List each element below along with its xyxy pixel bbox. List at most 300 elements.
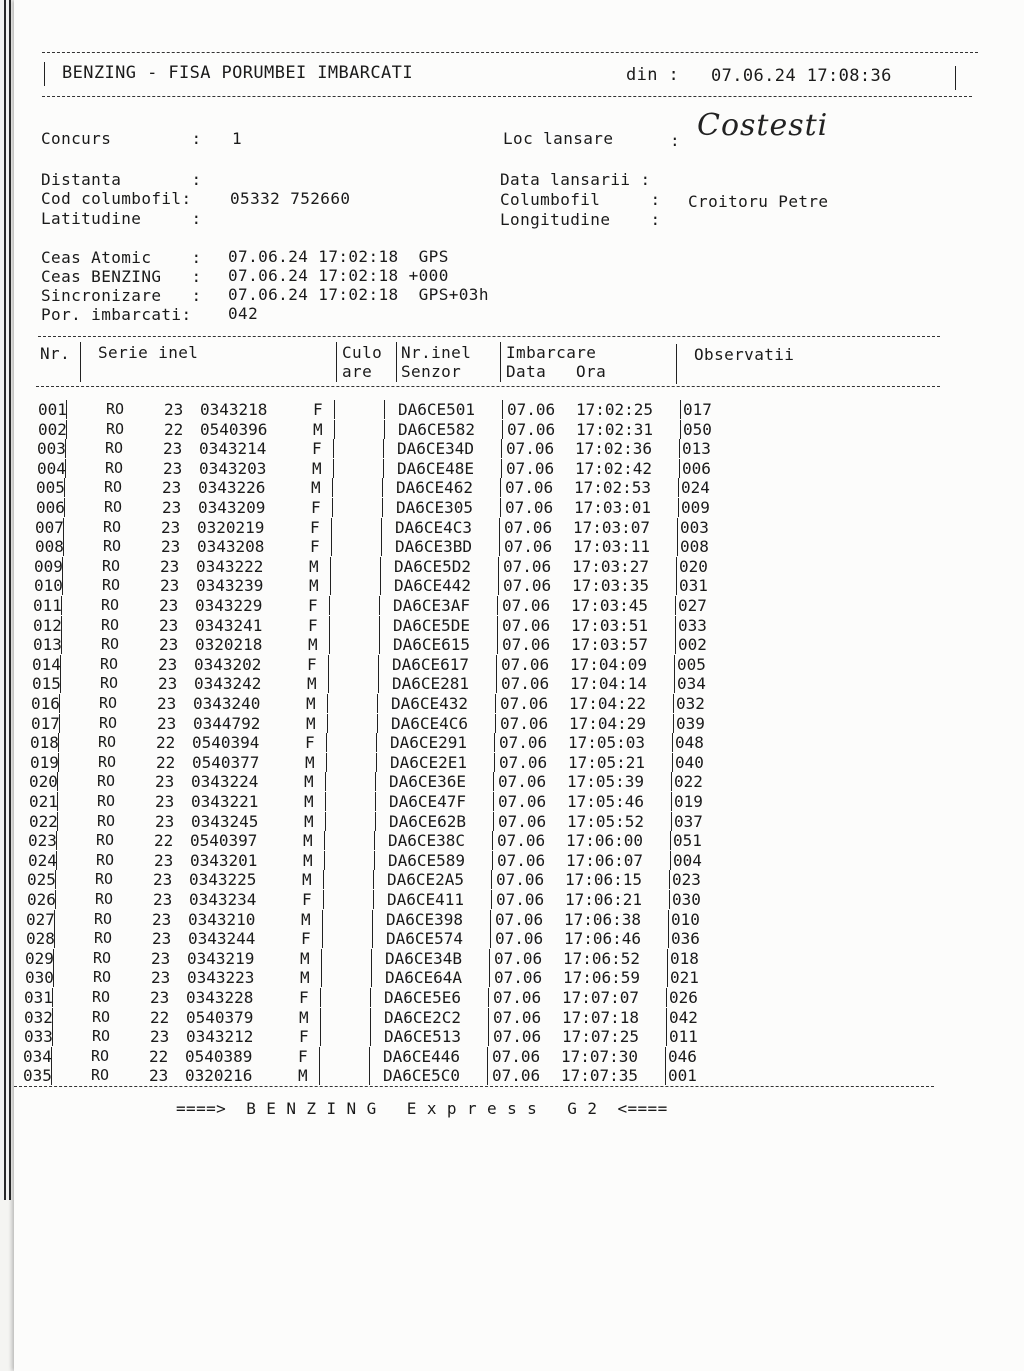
ring-year: 23	[160, 556, 180, 576]
table-row	[5, 792, 765, 811]
basketing-time: 17:02:36	[575, 439, 653, 459]
sex: F	[312, 439, 322, 459]
ring-number: 0540394	[192, 733, 260, 753]
col-divider	[330, 557, 331, 576]
col-divider	[328, 655, 329, 674]
country-code: RO	[101, 635, 120, 654]
ring-number: 0320218	[195, 635, 263, 655]
basketing-date: 07.06	[500, 694, 549, 713]
row-number: 019	[30, 752, 59, 772]
col-divider	[667, 968, 668, 987]
row-number: 033	[24, 1027, 53, 1047]
col-divider	[334, 400, 335, 419]
col-divider	[61, 616, 62, 635]
col-divider	[58, 753, 59, 772]
col-header-imbarcare: Imbarcare	[506, 343, 597, 362]
sex: M	[308, 635, 318, 655]
ring-number: 0343234	[189, 890, 257, 909]
sensor-ring-id: DA6CE4C6	[391, 713, 469, 733]
handwritten-release-location: Costesti	[697, 108, 829, 143]
basketing-date: 07.06	[507, 419, 556, 439]
observatii-value: 023	[672, 870, 701, 890]
country-code: RO	[100, 674, 119, 693]
table-row	[2, 910, 762, 929]
basketing-time: 17:07:35	[561, 1066, 639, 1086]
observatii-value: 013	[682, 439, 711, 459]
col-divider	[329, 616, 330, 635]
basketing-date: 07.06	[493, 1027, 542, 1047]
basketing-date: 07.06	[501, 654, 550, 674]
col-divider	[57, 792, 58, 811]
printed-datetime: 07.06.24 17:08:36	[711, 66, 892, 86]
col-divider	[61, 635, 62, 654]
col-divider	[326, 733, 327, 752]
col-divider	[491, 870, 492, 889]
country-code: RO	[99, 694, 118, 712]
ring-number: 0343212	[186, 1027, 254, 1047]
sex: F	[305, 733, 315, 753]
ring-year: 23	[150, 988, 170, 1007]
sensor-ring-id: DA6CE442	[394, 576, 472, 596]
col-divider	[332, 478, 333, 497]
sex: F	[307, 654, 317, 674]
ring-year: 23	[155, 772, 175, 792]
table-row	[14, 420, 774, 439]
sensor-ring-id: DA6CE281	[392, 674, 470, 694]
header-top-rule	[42, 52, 978, 53]
col-divider	[65, 439, 66, 458]
ring-number: 0344792	[193, 713, 261, 733]
header-bottom-rule	[42, 96, 972, 97]
observatii-value: 010	[671, 909, 700, 929]
col-header-nr-inel-2: Senzor	[401, 362, 462, 381]
col-divider	[373, 890, 374, 909]
observatii-value: 018	[670, 948, 699, 968]
sensor-ring-id: DA6CE5DE	[393, 615, 471, 635]
row-number: 001	[38, 400, 67, 419]
basketing-time: 17:02:53	[574, 478, 652, 498]
row-number: 007	[35, 517, 64, 537]
basketing-date: 07.06	[496, 870, 545, 890]
col-divider	[677, 537, 678, 556]
basketing-time: 17:06:38	[564, 909, 642, 929]
col-divider	[320, 1008, 321, 1027]
row-number: 025	[27, 870, 56, 890]
col-divider	[51, 1066, 52, 1085]
basketing-date: 07.06	[498, 792, 547, 811]
sex: F	[299, 988, 309, 1007]
col-divider	[383, 459, 384, 478]
row-number: 002	[38, 419, 67, 439]
col-divider	[54, 929, 55, 948]
ring-number: 0343240	[193, 694, 261, 713]
sex: F	[298, 1046, 308, 1066]
col-divider	[677, 518, 678, 537]
observatii-value: 032	[676, 694, 705, 713]
sensor-ring-id: DA6CE2C2	[384, 1007, 462, 1027]
col-divider	[493, 812, 494, 831]
basketing-time: 17:07:25	[562, 1027, 640, 1047]
table-row	[0, 1008, 760, 1027]
col-divider	[669, 870, 670, 889]
table-row	[3, 890, 763, 909]
col-divider	[376, 753, 377, 772]
col-divider	[321, 968, 322, 987]
observatii-value: 004	[673, 850, 702, 870]
country-code: RO	[99, 713, 118, 732]
col-divider	[384, 420, 385, 439]
col-divider	[62, 557, 63, 576]
ring-year: 22	[150, 1007, 170, 1027]
basketing-time: 17:05:46	[567, 792, 645, 811]
col-divider	[56, 831, 57, 850]
country-code: RO	[95, 890, 114, 908]
sex: M	[306, 694, 316, 713]
basketing-date: 07.06	[494, 968, 543, 988]
sensor-ring-id: DA6CE432	[391, 694, 469, 713]
ring-number: 0343202	[194, 654, 262, 674]
ring-year: 23	[155, 811, 175, 831]
col-divider	[325, 772, 326, 791]
table-row	[1, 968, 761, 987]
row-number: 012	[33, 615, 62, 635]
basketing-date: 07.06	[495, 929, 544, 949]
col-divider	[327, 694, 328, 713]
col-divider	[668, 910, 669, 929]
col-divider	[487, 1047, 488, 1066]
country-code: RO	[94, 929, 113, 948]
ring-year: 23	[160, 576, 180, 596]
col-divider	[379, 616, 380, 635]
col-divider	[492, 851, 493, 870]
country-code: RO	[100, 654, 119, 673]
ring-year: 23	[153, 890, 173, 909]
col-divider	[680, 400, 681, 419]
sex: M	[307, 674, 317, 694]
col-divider	[674, 674, 675, 693]
sensor-ring-id: DA6CE2E1	[390, 752, 468, 772]
col-divider	[500, 342, 501, 382]
country-code: RO	[102, 556, 121, 575]
col-divider	[373, 870, 374, 889]
country-code: RO	[98, 733, 117, 752]
col-divider	[326, 753, 327, 772]
sensor-ring-id: DA6CE3AF	[393, 596, 471, 615]
basketing-time: 17:05:03	[568, 733, 646, 753]
col-divider	[379, 635, 380, 654]
col-divider	[672, 733, 673, 752]
col-divider	[322, 910, 323, 929]
basketing-date: 07.06	[506, 439, 555, 459]
basketing-date: 07.06	[501, 674, 550, 694]
ring-number: 0343208	[197, 537, 265, 557]
col-divider	[65, 459, 66, 478]
sensor-ring-id: DA6CE3BD	[395, 537, 473, 557]
ring-number: 0343229	[195, 596, 263, 615]
row-number: 035	[23, 1066, 52, 1086]
distanta-label: Distanta :	[41, 170, 202, 189]
col-divider	[490, 910, 491, 929]
basketing-time: 17:04:22	[569, 694, 647, 713]
sex: M	[299, 1007, 309, 1027]
ring-number: 0343224	[191, 772, 259, 792]
observatii-value: 040	[675, 752, 704, 772]
sex: M	[305, 752, 315, 772]
columbofil-value: Croitoru Petre	[688, 192, 829, 211]
row-number: 008	[35, 537, 64, 557]
table-row	[12, 478, 772, 497]
col-divider	[497, 635, 498, 654]
col-divider	[60, 674, 61, 693]
country-code: RO	[105, 458, 124, 477]
basketing-time: 17:03:51	[571, 615, 649, 635]
country-code: RO	[97, 811, 116, 830]
ring-year: 23	[159, 596, 179, 615]
sex: M	[300, 948, 310, 968]
col-divider	[679, 439, 680, 458]
col-divider	[671, 812, 672, 831]
col-divider	[500, 498, 501, 517]
sensor-ring-id: DA6CE582	[398, 419, 476, 439]
col-divider	[375, 812, 376, 831]
col-divider	[319, 1066, 320, 1085]
col-divider	[324, 831, 325, 850]
col-divider	[323, 870, 324, 889]
col-divider	[371, 949, 372, 968]
ring-year: 23	[149, 1066, 169, 1086]
table-row	[2, 929, 762, 948]
table-row	[7, 694, 767, 713]
col-divider	[378, 674, 379, 693]
row-number: 015	[32, 674, 61, 694]
col-divider	[328, 674, 329, 693]
table-row	[4, 831, 764, 850]
ring-number: 0540396	[200, 419, 268, 439]
col-divider	[666, 988, 667, 1007]
country-code: RO	[101, 596, 120, 614]
sex: M	[300, 968, 310, 988]
col-divider	[374, 851, 375, 870]
basketing-date: 07.06	[494, 948, 543, 968]
row-number: 011	[33, 596, 62, 615]
col-divider	[494, 733, 495, 752]
col-divider	[329, 596, 330, 615]
basketing-time: 17:06:15	[565, 870, 643, 890]
table-row	[8, 655, 768, 674]
col-divider	[488, 988, 489, 1007]
col-divider	[679, 459, 680, 478]
col-divider	[333, 439, 334, 458]
sensor-ring-id: DA6CE5E6	[384, 988, 462, 1007]
col-divider	[53, 968, 54, 987]
col-divider	[378, 655, 379, 674]
sensor-ring-id: DA6CE5C0	[383, 1066, 461, 1086]
col-divider	[57, 772, 58, 791]
sex: M	[303, 831, 313, 851]
col-divider	[383, 439, 384, 458]
row-number: 013	[33, 635, 62, 655]
sensor-ring-id: DA6CE5D2	[394, 556, 472, 576]
col-divider	[331, 537, 332, 556]
table-row	[5, 772, 765, 791]
col-divider	[670, 851, 671, 870]
col-divider	[56, 851, 57, 870]
col-divider	[63, 537, 64, 556]
ring-number: 0343225	[189, 870, 257, 890]
col-divider	[381, 518, 382, 537]
table-header-bottom-rule	[36, 386, 940, 387]
ring-year: 23	[158, 674, 178, 694]
table-row	[1, 949, 761, 968]
ring-number: 0540397	[190, 831, 258, 851]
printed-label: din :	[626, 65, 680, 85]
col-divider	[680, 420, 681, 439]
col-divider	[332, 498, 333, 517]
col-divider	[496, 674, 497, 693]
basketing-time: 17:06:21	[565, 890, 643, 909]
table-row	[13, 459, 773, 478]
observatii-value: 037	[674, 811, 703, 831]
observatii-value: 005	[677, 654, 706, 674]
ring-year: 23	[164, 400, 184, 419]
col-divider	[675, 635, 676, 654]
sensor-ring-id: DA6CE38C	[388, 831, 466, 851]
col-divider	[334, 420, 335, 439]
basketing-time: 17:03:11	[573, 537, 651, 557]
observatii-value: 006	[682, 458, 711, 478]
sensor-ring-id: DA6CE36E	[389, 772, 467, 792]
ring-year: 23	[151, 968, 171, 988]
basketing-time: 17:04:14	[570, 674, 648, 694]
sex: F	[311, 498, 321, 517]
ring-year: 23	[152, 909, 172, 929]
col-divider	[379, 596, 380, 615]
country-code: RO	[104, 498, 123, 516]
observatii-value: 026	[669, 988, 698, 1007]
sensor-ring-id: DA6CE501	[398, 400, 476, 419]
ring-number: 0343242	[194, 674, 262, 694]
row-number: 004	[37, 458, 66, 478]
country-code: RO	[104, 478, 123, 497]
ring-year: 23	[162, 498, 182, 517]
col-divider	[80, 342, 81, 382]
col-divider	[327, 714, 328, 733]
table-row	[12, 498, 772, 517]
sex: F	[299, 1027, 309, 1047]
col-divider	[331, 518, 332, 537]
ceas-benzing-value: 07.06.24 17:02:18 +000	[228, 266, 449, 285]
basketing-time: 17:03:45	[571, 596, 649, 615]
basketing-date: 07.06	[495, 909, 544, 929]
country-code: RO	[94, 909, 113, 928]
row-number: 017	[31, 713, 60, 733]
col-divider	[372, 929, 373, 948]
sensor-ring-id: DA6CE4C3	[395, 517, 473, 537]
basketing-time: 17:02:25	[576, 400, 654, 419]
basketing-date: 07.06	[492, 1046, 541, 1066]
col-divider	[319, 1047, 320, 1066]
country-code: RO	[96, 850, 115, 869]
ring-number: 0320216	[185, 1066, 253, 1086]
sex: M	[304, 792, 314, 811]
sincronizare-label: Sincronizare :	[41, 286, 202, 305]
country-code: RO	[102, 576, 121, 595]
observatii-value: 022	[674, 772, 703, 792]
row-number: 027	[26, 909, 55, 929]
table-row	[3, 870, 763, 889]
col-divider	[501, 439, 502, 458]
observatii-value: 050	[683, 419, 712, 439]
col-divider	[51, 1047, 52, 1066]
col-divider	[380, 557, 381, 576]
country-code: RO	[93, 968, 112, 987]
col-divider	[374, 831, 375, 850]
loc-lansare-label: Loc lansare	[503, 129, 614, 148]
row-number: 034	[23, 1046, 52, 1066]
row-number: 005	[36, 478, 65, 498]
basketing-date: 07.06	[493, 1007, 542, 1027]
ceas-benzing-label: Ceas BENZING :	[41, 267, 202, 286]
col-divider	[66, 400, 67, 419]
porumbei-imbarcati-label: Por. imbarcati:	[41, 305, 192, 324]
sensor-ring-id: DA6CE2A5	[387, 870, 465, 890]
observatii-value: 017	[683, 400, 712, 419]
sex: M	[309, 576, 319, 596]
observatii-value: 033	[678, 615, 707, 635]
sensor-ring-id: DA6CE291	[390, 733, 468, 753]
col-divider	[320, 988, 321, 1007]
col-divider	[501, 459, 502, 478]
col-divider	[66, 420, 67, 439]
row-number: 018	[30, 733, 59, 753]
ring-year: 22	[156, 752, 176, 772]
country-code: RO	[105, 439, 124, 458]
basketing-date: 07.06	[505, 478, 554, 498]
basketing-date: 07.06	[493, 988, 542, 1007]
ring-number: 0540377	[192, 752, 260, 772]
col-divider	[370, 988, 371, 1007]
col-divider	[372, 910, 373, 929]
table-row	[9, 596, 769, 615]
latitudine-label: Latitudine :	[41, 209, 202, 228]
sex: M	[304, 772, 314, 792]
basketing-time: 17:02:42	[575, 458, 653, 478]
table-row	[0, 1027, 760, 1046]
col-divider	[500, 478, 501, 497]
basketing-time: 17:05:39	[567, 772, 645, 792]
col-divider	[676, 344, 677, 384]
col-header-culoare-1: Culo	[342, 343, 383, 362]
table-row	[8, 674, 768, 693]
observatii-value: 011	[669, 1027, 698, 1047]
sex: M	[302, 870, 312, 890]
country-code: RO	[106, 419, 125, 438]
basketing-time: 17:03:57	[571, 635, 649, 655]
col-divider	[665, 1047, 666, 1066]
basketing-time: 17:03:27	[572, 556, 650, 576]
observatii-value: 021	[670, 968, 699, 988]
sex: M	[301, 909, 311, 929]
col-divider	[489, 949, 490, 968]
col-divider	[666, 1008, 667, 1027]
sex: M	[312, 458, 322, 478]
basketing-date: 07.06	[503, 556, 552, 576]
ring-number: 0343226	[198, 478, 266, 498]
loc-lansare-colon: :	[670, 131, 681, 150]
table-row	[0, 988, 760, 1007]
sex: M	[306, 713, 316, 733]
basketing-time: 17:03:01	[574, 498, 652, 517]
